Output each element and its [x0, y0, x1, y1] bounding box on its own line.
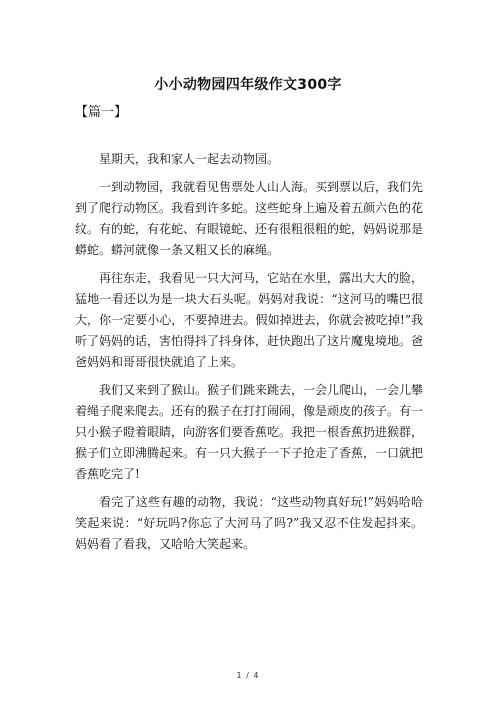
page-indicator: 1 / 4: [236, 671, 260, 680]
paragraph: 星期天，我和家人一起去动物园。: [99, 152, 280, 166]
document-title: 小小动物园四年级作文300字: [154, 77, 342, 93]
paragraph: 再往东走，我看见一只大河马，它站在水里，露出大大的脸，猛地一看还以为是一块大石头呢。妈妈对我说：“这河马的嘴巴很大，你一定要小心，不要掉进去。假如掉进去，你就会被吃掉!”我听了妈妈的话，害怕得抖了抖身体，赶快跑出了这片魔鬼境地。爸爸妈妈和哥哥很快就追了上来。: [75, 271, 424, 369]
paragraph: 我们又来到了猴山。猴子们跳来跳去，一会儿爬山，一会儿攀着绳子爬来爬去。还有的猴子在打打闹闹，像是顽皮的孩子。有一只小猴子瞪着眼睛，向游客们要香蕉吃。我把一根香蕉扔进猴群，猴子们立即沸腾起来。有一只大猴子一下子抢走了香蕉，一口就把香蕉吃完了!: [75, 383, 424, 481]
paragraph: 看完了这些有趣的动物，我说：“这些动物真好玩!”妈妈哈哈笑起来说：“好玩吗?你忘了大河马了吗?”我又忍不住发起抖来。妈妈看了看我，又哈哈大笑起来。: [75, 495, 423, 551]
document-body: [75, 149, 423, 562]
paragraph: 一到动物园，我就看见售票处人山人海。买到票以后，我们先到了爬行动物区。我看到许多蛇。这些蛇身上遍及着五颜六色的花纹。有的蛇，有花蛇、有眼镜蛇、还有很粗很粗的蛇，妈妈说那是蟒蛇。蟒河就像一条又粗又长的麻绳。: [75, 180, 424, 257]
section-label: 【篇一】: [75, 105, 128, 120]
